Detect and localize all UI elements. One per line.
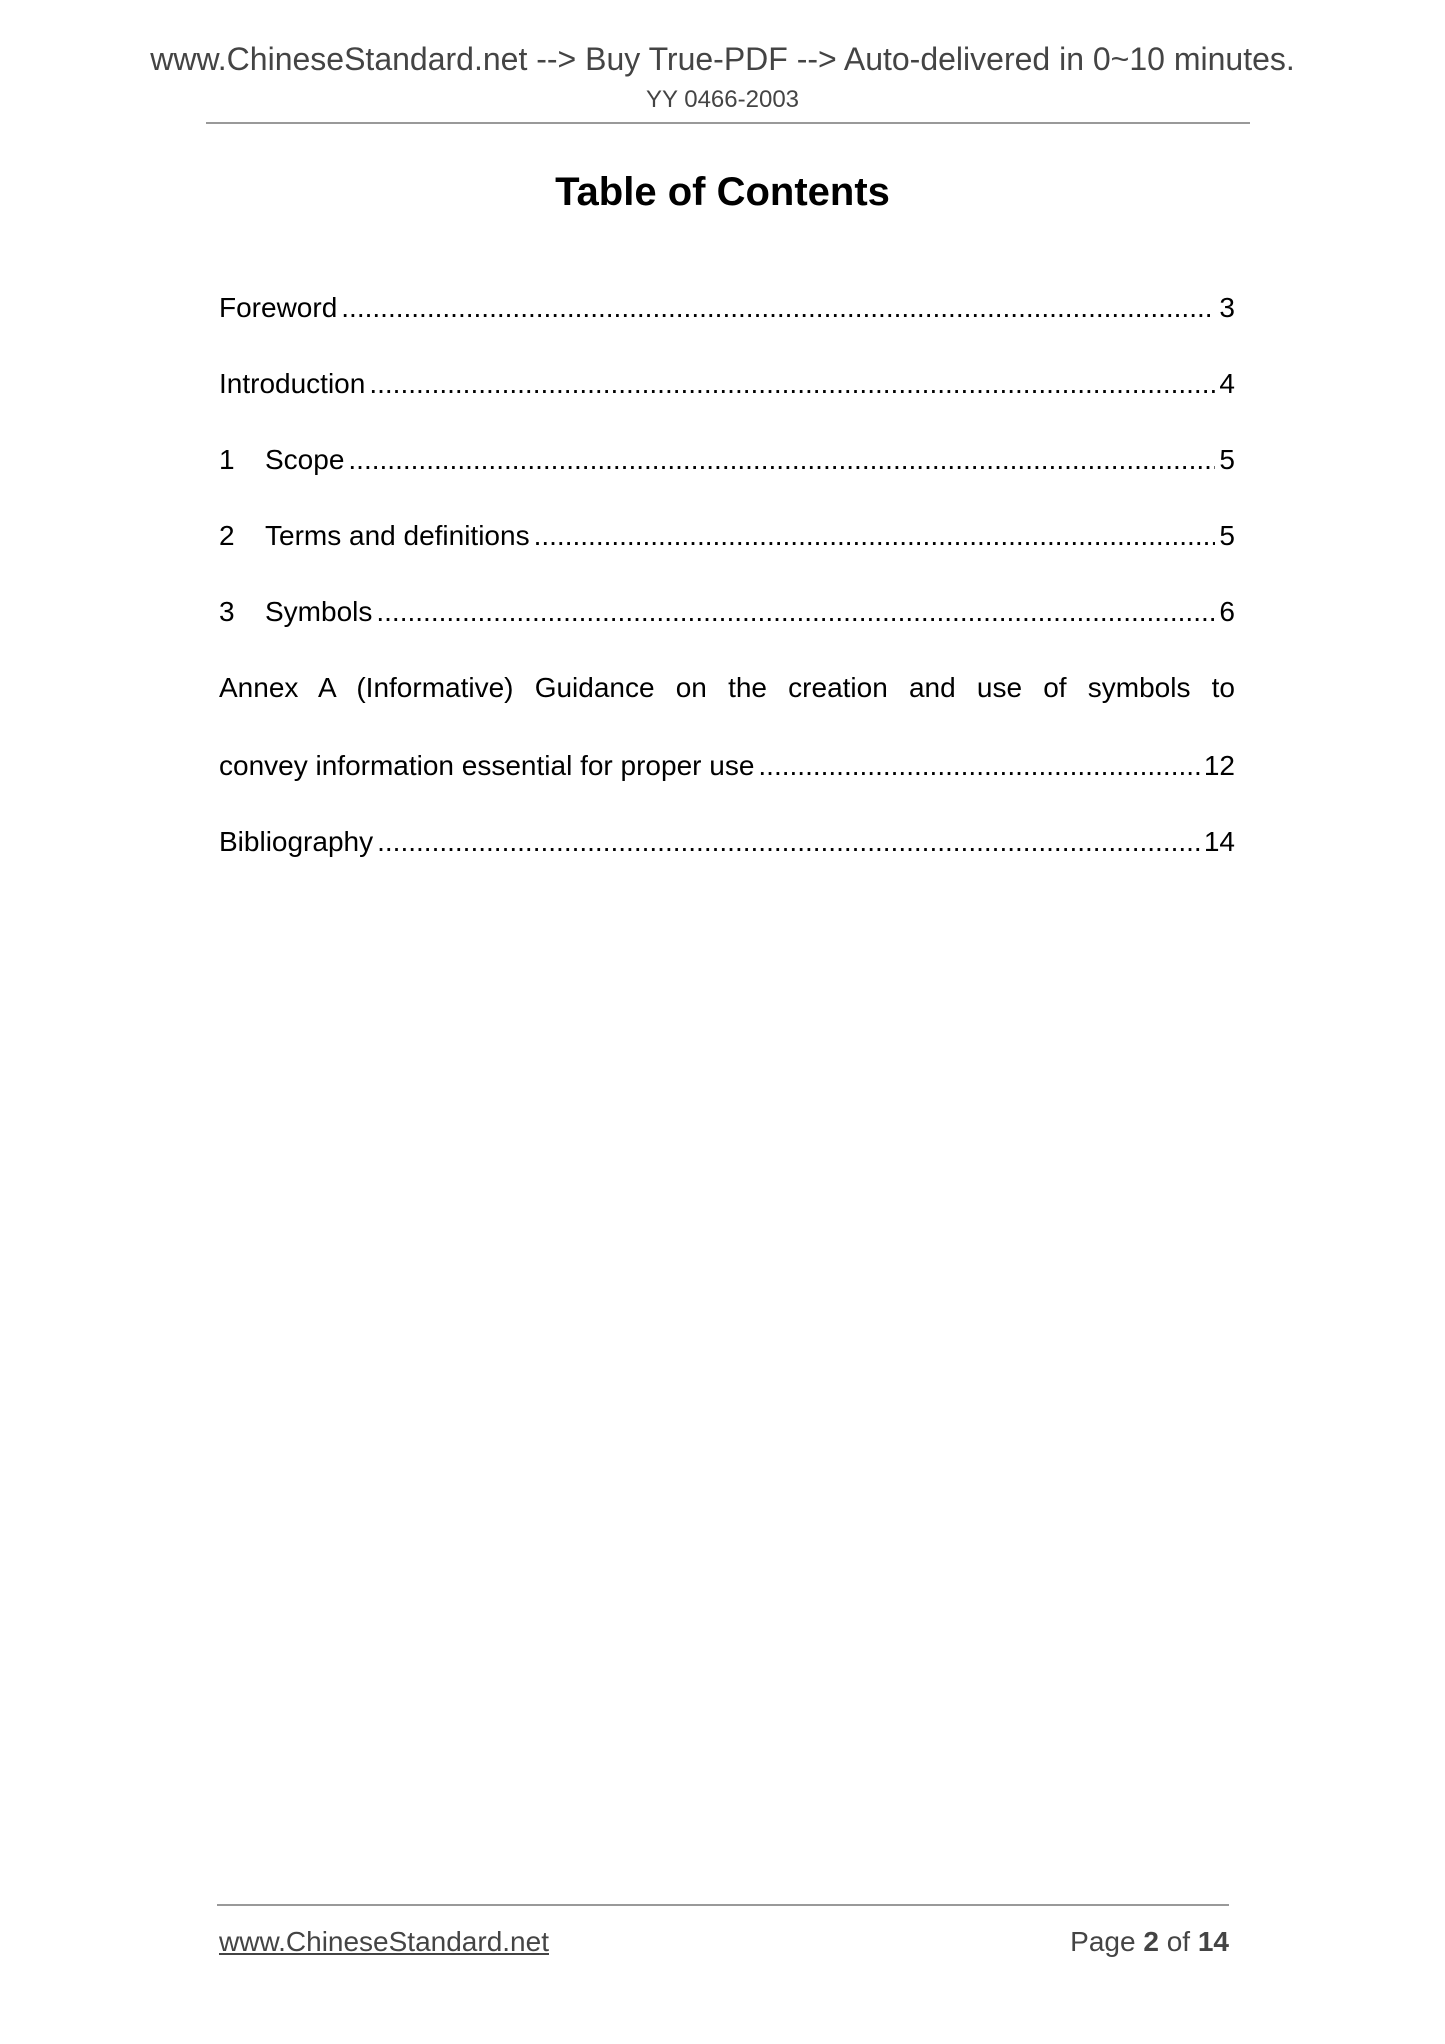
toc-label: Scope: [265, 444, 345, 475]
toc-number: 1: [219, 444, 235, 475]
toc-number: 3: [219, 596, 235, 627]
toc-label: Symbols: [265, 596, 373, 627]
toc-page: 5: [1219, 520, 1235, 551]
page-prefix: Page: [1070, 1926, 1136, 1957]
toc-page: 4: [1219, 368, 1235, 399]
dot-leader: [369, 368, 1215, 400]
toc-label: convey information essential for proper use: [219, 750, 755, 781]
toc-page: 14: [1203, 826, 1235, 857]
toc-page: 5: [1219, 444, 1235, 475]
toc-page: 6: [1219, 596, 1235, 627]
standard-code: YY 0466-2003: [645, 86, 800, 113]
page-indicator: [1070, 1926, 1229, 1958]
toc-label: Bibliography: [219, 826, 374, 857]
header-banner: www.ChineseStandard.net --> Buy True-PDF --> Auto-delivered in 0~10 minutes.: [150, 41, 1295, 77]
toc-label: Introduction: [219, 368, 366, 399]
header-divider: [206, 122, 1250, 124]
toc-entry-introduction[interactable]: [219, 368, 1235, 404]
page-total: 14: [1197, 1926, 1229, 1957]
page-title: Table of Contents: [555, 170, 890, 214]
toc-entry-terms[interactable]: [219, 520, 1235, 556]
toc-entry-bibliography[interactable]: [219, 826, 1235, 862]
footer-divider: [217, 1904, 1229, 1906]
dot-leader: [376, 596, 1215, 628]
dot-leader: [758, 750, 1199, 782]
toc-entry-symbols[interactable]: [219, 596, 1235, 632]
dot-leader: [341, 292, 1215, 324]
page-of: of: [1166, 1926, 1191, 1957]
toc-entry-annex-a-line1[interactable]: Annex A (Informative) Guidance on the creation and use of symbols to: [219, 672, 1235, 703]
footer-website-link[interactable]: www.ChineseStandard.net: [219, 1926, 549, 1957]
toc-entry-annex-a[interactable]: [219, 750, 1235, 786]
toc-entry-foreword[interactable]: [219, 292, 1235, 328]
toc-number: 2: [219, 520, 235, 551]
toc-entry-scope[interactable]: [219, 444, 1235, 480]
toc-label: Foreword: [219, 292, 338, 323]
dot-leader: [534, 520, 1216, 552]
dot-leader: [377, 826, 1200, 858]
toc-page: 3: [1219, 292, 1235, 323]
toc-page: 12: [1203, 750, 1235, 781]
dot-leader: [348, 444, 1215, 476]
page-current: 2: [1143, 1926, 1159, 1957]
toc-label: Terms and definitions: [265, 520, 530, 551]
